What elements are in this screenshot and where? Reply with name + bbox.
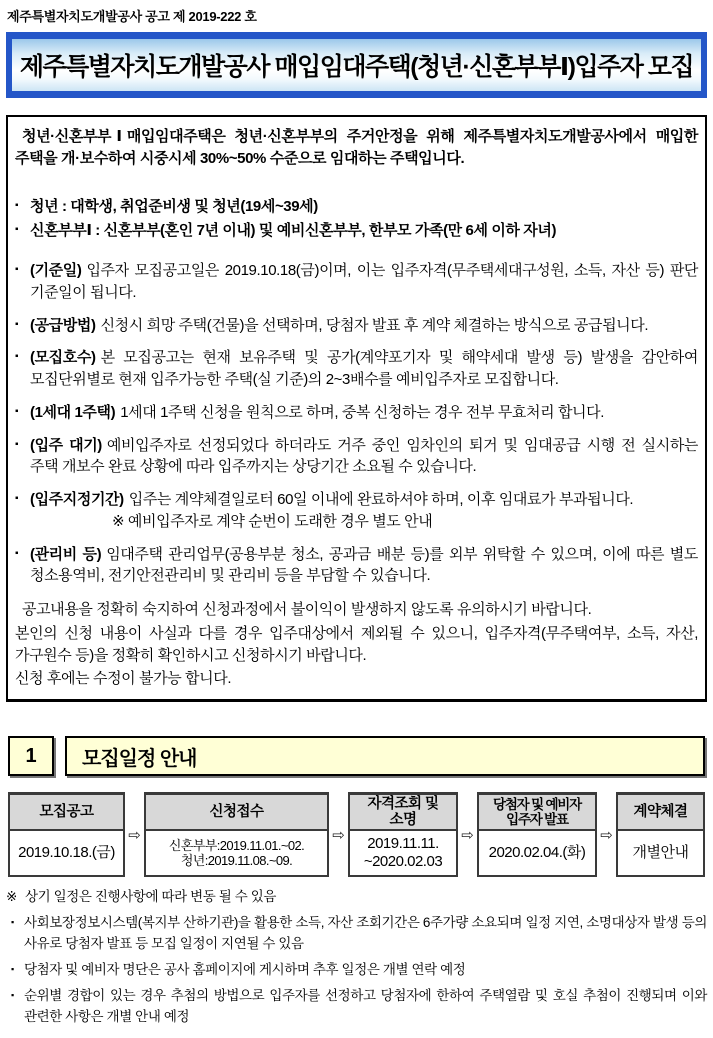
section-number-box: 1 [8,736,54,776]
footnote-item [6,960,707,981]
bullet-base-date [15,260,698,304]
intro-summary: 청년·신혼부부Ⅰ매입임대주택은 청년·신혼부부의 주거안정을 위해 제주특별자치도개발공사에서 매입한 주택을 개·보수하여 시중시세 30%~50% 수준으로 임대하는 주택입니다. [15,128,698,167]
notice-number: 제주특별자치도개발공사 공고 제 2019-222 호 [7,9,257,24]
closing-line-3: 신청 후에는 수정이 불가능 합니다. [15,670,232,688]
bullet-text: 입주는 계약체결일로터 60일 이내에 완료하셔야 하며, 이후 임대료가 부과됩니다. [128,491,634,508]
step-body-line: 2019.10.18.(금) [18,844,115,862]
schedule-step-contract [616,792,705,877]
bullet-text: 1세대 1주택 신청을 원칙으로 하며, 중복 신청하는 경우 전부 무효처리 합니다. [120,403,605,421]
reference-mark-icon: ※ [6,889,17,904]
intro-box [6,115,707,702]
step-body-line: 2019.11.11. [367,835,439,853]
square-bullet-icon: ▪ [15,438,19,450]
bullet-supply-method [15,315,698,337]
footnote-note-text: 상기 일정은 진행사항에 따라 변동 될 수 있음 [25,889,276,904]
bullet-keyword: (기준일) [30,262,82,279]
footnote-item-text: 순위별 경합이 있는 경우 추첨의 방법으로 입주자를 선정하고 당첨자에 한하여 주택열람 및 호실 추첨이 진행되며 이와 관련한 사항은 개별 안내 예정 [24,987,707,1024]
section-header [8,736,705,776]
footnote-item-text: 사회보장정보시스템(복지부 산하기관)을 활용한 소득, 자산 조회기간은 6주가량 소요되며 일정 지연, 소명대상자 발생 등의 사유로 당첨자 발표 등 모집 일정이 지연될 수 있음 [24,914,707,951]
square-bullet-icon: ▪ [15,264,19,275]
step-body-line: 2020.02.04.(화) [488,844,586,862]
closing-paragraph [15,599,698,690]
step-body [618,831,703,875]
square-bullet-icon: ▪ [15,318,19,330]
footnote-item [6,986,707,1028]
step-header [350,795,456,831]
schedule-step-winner-announcement [477,792,597,877]
footnote-item [6,913,707,955]
bullet-management-fee [15,544,698,588]
step-header [479,795,595,831]
bullet-keyword: (모집호수) [30,349,96,367]
step-header-line: 계약체결 [633,803,688,820]
step-body-line: 청년:2019.11.08.~09. [180,853,293,868]
title-banner [6,32,707,98]
closing-line-1: 공고내용을 정확히 숙지하여 신청과정에서 불이익이 발생하지 않도록 유의하시기 바랍니다. [22,601,592,618]
eligibility-list [15,196,698,243]
eligibility-youth: 청년 : 대학생, 취업준비생 및 청년(19세~39세) [30,197,318,215]
bullet-text: 신청시 희망 주택(건물)을 선택하며, 당첨자 발표 후 계약 체결하는 방식으로 공급됩니다. [100,316,649,334]
square-bullet-icon: ▪ [15,405,19,417]
list-item [15,220,698,242]
square-bullet-icon: ▪ [15,493,19,504]
bullet-unit-count [15,347,698,391]
standby-note: ※ 예비입주자로 계약 순번이 도래한 경우 별도 안내 [112,512,433,530]
step-header-line: 신청접수 [209,803,264,820]
schedule-flow [8,792,705,877]
square-bullet-icon: ▪ [15,351,19,363]
closing-line-2: 본인의 신청 내용이 사실과 다를 경우 입주대상에서 제외될 수 있으니, 입주자격(무주택여부, 소득, 자산, 가구원수 등)을 정확히 확인하시고 신청하시기 바랍니다. [15,624,698,664]
list-item [15,196,698,218]
bullet-keyword: (1세대 1주택) [30,403,116,421]
step-body [350,831,456,875]
footnotes [6,887,707,1028]
step-header [618,795,703,831]
step-body-line: 개별안내 [632,844,689,862]
square-bullet-icon: ▪ [11,989,14,1000]
step-body-line: 신혼부부:2019.11.01.~02. [168,837,305,853]
step-body-line: ~2020.02.03 [363,853,443,870]
step-body [10,831,123,875]
bullet-text: 예비입주자로 선정되었다 하더라도 거주 중인 임차인의 퇴거 및 임대공급 시행 전 실시하는 주택 개보수 완료 상황에 따라 입주까지는 상당기간 소요될 수 있습니다. [30,436,698,476]
eligibility-newlywed: 신혼부부Ⅰ : 신혼부부(혼인 7년 이내) 및 예비신혼부부, 한부모 가족(만 6세 이하 자녀) [30,222,557,240]
step-header-line: 당첨자 및 예비자 [493,796,581,812]
bullet-keyword: (입주 대기) [30,436,102,454]
footnote-item-text: 당첨자 및 예비자 명단은 공사 홈페이지에 게시하며 추후 일정은 개별 연락 예정 [24,961,466,977]
schedule-step-application [144,792,329,877]
bullet-move-in-wait [15,435,698,479]
step-header-line: 소명 [389,812,417,828]
bullet-text: 임대주택 관리업무(공용부분 청소, 공과금 배분 등)를 외부 위탁할 수 있으며, 이에 따른 별도 청소용역비, 전기안전관리비 및 관리비 등을 부담할 수 있습니다. [30,545,698,585]
bullet-one-household [15,402,698,424]
step-body [146,831,327,875]
bullet-keyword: (입주지정기간) [30,491,124,508]
square-bullet-icon: ▪ [11,916,14,927]
schedule-step-announcement [8,792,125,877]
flow-arrow-icon: ⇨ [128,826,141,844]
step-header-line: 자격조회 및 [367,795,439,812]
step-header-line: 모집공고 [39,803,94,820]
bullet-move-in-period [15,489,698,511]
footnote-note [6,887,707,908]
flow-arrow-icon: ⇨ [600,826,613,844]
schedule-step-verification [348,792,458,877]
square-bullet-icon: ▪ [11,963,14,974]
bullet-text: 입주자 모집공고일은 2019.10.18(금)이며, 이는 입주자격(무주택세대구성원, 소득, 자산 등) 판단 기준일이 됩니다. [30,262,698,301]
bullet-keyword: (공급방법) [30,316,96,334]
square-bullet-icon: ▪ [15,224,19,236]
square-bullet-icon: ▪ [15,199,19,211]
square-bullet-icon: ▪ [15,547,19,559]
page-title: 제주특별자치도개발공사 매입임대주택(청년·신혼부부Ⅰ)입주자 모집 [19,53,694,81]
section-title-box: 모집일정 안내 [65,736,705,776]
flow-arrow-icon: ⇨ [461,826,474,844]
bullet-text: 본 모집공고는 현재 보유주택 및 공가(계약포기자 및 해약세대 발생 등) 발생을 감안하여 모집단위별로 현재 입주가능한 주택(실 기준)의 2~3배수를 예비입주자로 모집합니다. [30,349,698,388]
step-body [479,831,595,875]
step-header-line: 입주자 발표 [506,812,568,827]
bullet-keyword: (관리비 등) [30,545,102,563]
step-header [10,795,123,831]
flow-arrow-icon: ⇨ [332,826,345,844]
step-header [146,795,327,831]
